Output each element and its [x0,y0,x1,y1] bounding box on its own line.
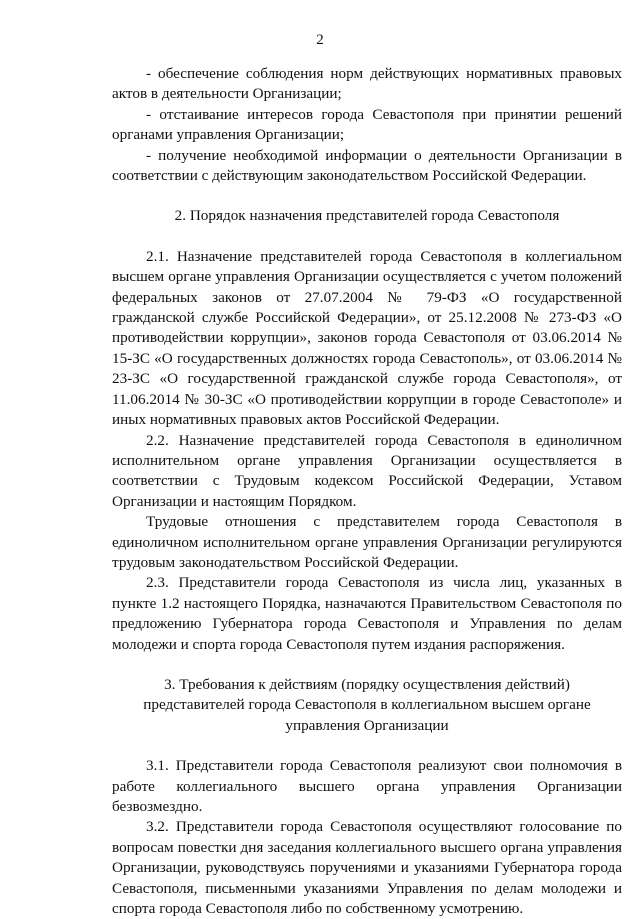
bullet-item: - отстаивание интересов города Севастополя при принятии решений органами управления Организации; [112,105,622,144]
page-number: 2 [316,32,324,48]
paragraph-2-1: 2.1. Назначение представителей города Севастополя в коллегиальном высшем органе управления Организации осуществляется с учетом положений федеральных законов от 27.07.2004 № 79-ФЗ «О государственной гражданской службе Российской Федерации», от 25.12.2008 № 273-ФЗ «О противодействии коррупции», законов города Севастополя от 03.06.2014 № 15-ЗС «О государственных должностях города Севастополь», от 03.06.2014 № 23-ЗС «О государственной гражданской службе города Севастополя», от 11.06.2014 № 30-ЗС «О противодействии коррупции в городе Севастополе» и иных нормативных правовых актов Российской Федерации. [112,247,622,429]
paragraph-3-2: 3.2. Представители города Севастополя осуществляют голосование по вопросам повестки дня заседания коллегиального высшего органа управления Организации, руководствуясь поручениями и указаниями Губернатора города Севастополя, письменными указаниями Управления по делам молодежи и спорта города Севастополя либо по собственному усмотрению. [112,818,622,918]
section-3-heading-line-3: управления Организации [285,716,449,734]
paragraph-2-3: 2.3. Представители города Севастополя из числа лиц, указанных в пункте 1.2 настоящего Порядка, назначаются Правительством Севастополя по предложению Губернатора города Севастополя и Управления по делам молодежи и спорта города Севастополя путем издания распоряжения. [112,574,622,653]
paragraph-2-2: 2.2. Назначение представителей города Севастополя в единоличном исполнительном органе управления Организации осуществляется в соответствии с Трудовым кодексом Российской Федерации, Уставом Организации и настоящим Порядком. [112,431,622,510]
paragraph-labor-relations: Трудовые отношения с представителем города Севастополя в единоличном исполнительном органе управления Организации регулируются трудовым законодательством Российской Федерации. [112,513,622,571]
document-body [112,64,622,919]
section-3-heading-line-1: 3. Требования к действиям (порядку осуществления действий) [164,675,570,693]
section-2-heading: 2. Порядок назначения представителей города Севастополя [174,207,560,225]
paragraph-3-1: 3.1. Представители города Севастополя реализуют свои полномочия в работе коллегиального высшего органа управления Организации безвозмездно. [112,757,622,815]
bullet-item: - получение необходимой информации о деятельности Организации в соответствии с действующим законодательством Российской Федерации. [112,146,622,185]
bullet-item: - обеспечение соблюдения норм действующих нормативных правовых актов в деятельности Организации; [112,65,622,103]
section-3-heading-line-2: представителей города Севастополя в коллегиальном высшем органе [143,696,591,714]
